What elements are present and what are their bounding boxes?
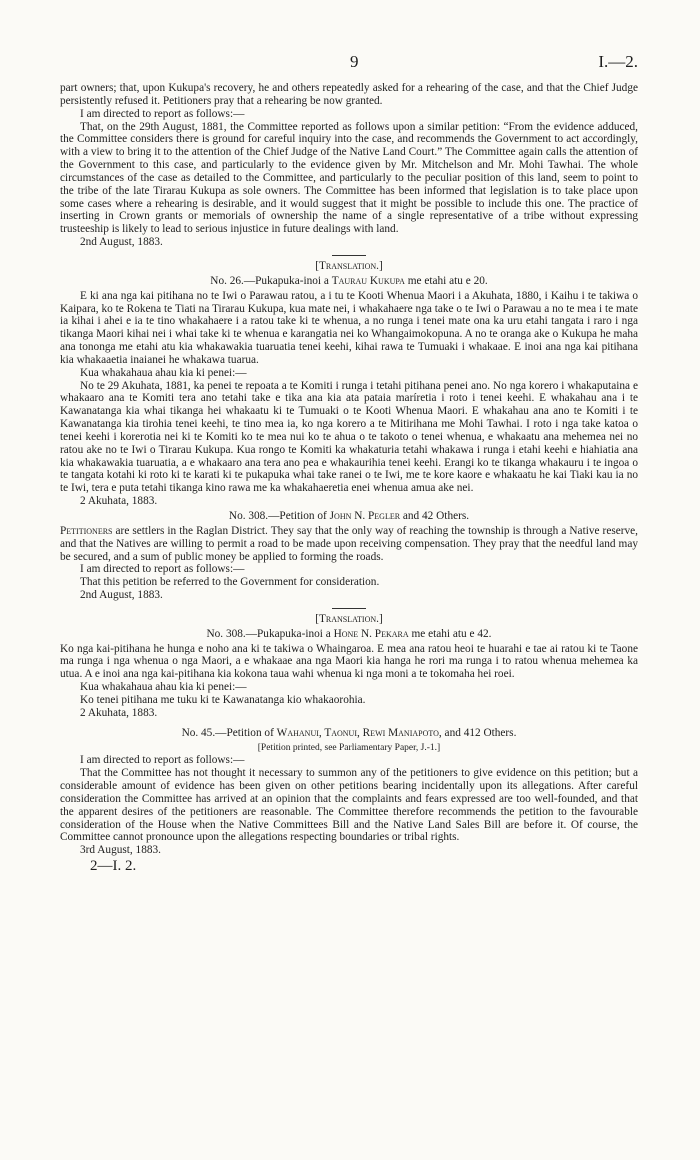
page-header bbox=[60, 52, 638, 72]
page-content bbox=[60, 82, 638, 873]
paper-reference: I.—2. bbox=[598, 52, 638, 71]
sec2-report: No te 29 Akuhata, 1881, ka penei te repoata a te Komiti i runga i tetahi pitihana penei ano. No nga korero i whakaputaina e whakaaro ana te Komiti tera ano tetahi take e tika ana kia ata pataia maríretia i roto i tenei keehi. E whakahau ana i te Kawanatanga kia whai tikanga hei whakaatu ki te Tumuaki o te Kooti Whenua Maori. E whakahau ana ano te Komiti i te Kawanatanga kia tirohia tenei keehi, te tino mea ia, ko nga korero a te Mitirihana me Mohi Tawhai. I roto i nga take katoa o tenei keehi i korerotia nei ki te Komiti ko te mea nui ko te ahua o te takoto o tenei whenua, e whakaatu ana mehemea nei no ratou ake no te Iwi o Tirarau Kukupa. Kua rongo te Komiti ka whakaturia tetahi whakawa i runga i etahi keehi e hiahiatia ana kia whakawakia tuaruatia, a e whakaaro ana tera ano pea e whakaurihia tenei keehi. Erangi ko te tikanga whakauru i te ingoa o te tangata kotahi ki roto ki te karati ki te pukapuka whai take ranei o te Iwi, me te kore kaore e whakaatu he kai Tiaki kau ia no te Iwi, tera e puta tetahi tikanga kino rawa me ka whakahaeretia enei whenua amua ake nei. bbox=[60, 379, 638, 495]
sec4-directed: Kua whakahaua ahau kia ki penei:— bbox=[80, 681, 247, 694]
divider bbox=[332, 608, 366, 609]
sec4-translation-label: [Translation.] bbox=[315, 612, 383, 625]
sec3-report: That this petition be referred to the Government for consideration. bbox=[80, 576, 380, 589]
sec3-heading: No. 308.—Petition of John N. Pegler and 42 Others. bbox=[228, 510, 470, 522]
sec1-report: That, on the 29th August, 1881, the Committee reported as follows upon a similar petition: “From the evidence adduced, the Committee considers there is ground for careful inquiry into the case, and recommends the Government to act accordingly, with a view to bring it to the attention of the Chief Judge of the Native Land Court.” The Committee again calls the attention of the Government to this case, and particularly to the evidence given by Mr. Mitchelson and Mr. Mohi Tawhai. The whole circumstances of the case as detailed to the Committee, and particularly to the peculiar position of this land, seem to point to the tribe of the late Tirarau Kukupa as sole owners. The Committee has been informed that legislation is to take place upon some cases where a rehearing is desirable, and it would suggest that it might be possible to include this one. The practice of inserting in Crown grants or memorials of ownership the name of a single representative of a tribe without expressing trusteeship is likely to lead to serious injustice in future dealings with land. bbox=[60, 120, 638, 236]
sec5-note: [Petition printed, see Parliamentary Paper, J.-1.] bbox=[257, 742, 441, 753]
sec5-date: 3rd August, 1883. bbox=[80, 844, 161, 857]
sec4-heading: No. 308.—Pukapuka-inoi a Hone N. Pekara me etahi atu e 42. bbox=[206, 627, 492, 640]
sec2-heading: No. 26.—Pukapuka-inoi a Taurau Kukupa me etahi atu e 20. bbox=[210, 274, 488, 287]
divider bbox=[332, 255, 366, 256]
sec1-directed: I am directed to report as follows:— bbox=[80, 107, 245, 120]
sec1-date: 2nd August, 1883. bbox=[80, 236, 163, 249]
sec2-translation-label: [Translation.] bbox=[315, 259, 383, 272]
sec3-directed: I am directed to report as follows:— bbox=[80, 563, 245, 576]
sec4-date: 2 Akuhata, 1883. bbox=[80, 706, 158, 719]
sec5-report: That the Committee has not thought it necessary to summon any of the petitioners to give evidence on this petition; but a considerable amount of evidence has been given on other petitions bearing incidentally upon its allegations. After careful consideration the Committee has arrived at an opinion that the complaints and fears expressed are too well-founded, and that the apparent desires of the petitioners are reasonable. The Committee therefore recommends the petition to the favourable consideration of the House when the Native Committees Bill and the Native Land Sales Bill are before it. Of course, the Committee cannot pronounce upon the allegations respecting boundaries or tribal rights. bbox=[60, 767, 638, 844]
sec3-body: Petitioners are settlers in the Raglan District. They say that the only way of reaching the township is through a Native reserve, and that the Natives are willing to permit a road to be made upon receiving compensation. They pray that the needful land may be secured, and a sum of public money be applied to forming the roads. bbox=[60, 524, 638, 563]
sec4-report: Ko tenei pitihana me tuku ki te Kawanatanga kio whakaorohia. bbox=[80, 693, 366, 706]
sec1-intro: part owners; that, upon Kukupa's recovery, he and others repeatedly asked for a rehearing of the case, and that the Chief Judge persistently refused it. Petitioners pray that a rehearing be now granted. bbox=[60, 82, 638, 107]
sec2-body: E ki ana nga kai pitihana no te Iwi o Parawau ratou, a i tu te Kooti Whenua Maori i a Akuhata, 1880, i Kaihu i te takiwa o Kaipara, ko te Rokena te Tiati na Tirarau Kukupa, kua mate nei, i whakahaere nga take o te Iwi o Parawau a no te mea i te mate ia kihai i ahei e ia te tino whakahaere i a ratou take ki te whenua, a no runga i tenei mate ona ka uru etahi tangata i raro i nga tikanga Maori kihai nei i whai take ki te whenua e karangatia nei ko Whangaimokopuna. A no te oranga ake o Kukupa he maha ana tononga me etahi atu kia whakawakia tuaruatia tenei keehi, kihai rawa te Tumuaki i whakaae. E inoi ana nga kai pitihana kia whakaaetia inaianei he whakawa tuarua. bbox=[60, 289, 638, 366]
page-number: 9 bbox=[350, 52, 359, 71]
sec2-directed: Kua whakahaua ahau kia ki penei:— bbox=[80, 366, 247, 379]
sec4-body: Ko nga kai-pitihana he hunga e noho ana ki te takiwa o Whaingaroa. E mea ana ratou heoi te huarahi e tae ai ratou ki te Taone ma runga i nga whenua o nga Maori, a e whakaae ana nga Maori kia hanga he rori ma runga i to ratou whenua mehemea ka utua. A e inoi ana nga kai-pitihana kia kokona taua wahi whenua ki nga moni a te tokomaha hei roei. bbox=[60, 642, 638, 681]
sec5-heading: No. 45.—Petition of Wahanui, Taonui, Rewi Maniapoto, and 412 Others. bbox=[181, 726, 517, 739]
sec3-date: 2nd August, 1883. bbox=[80, 589, 163, 602]
signature-mark: 2—I. 2. bbox=[90, 858, 137, 875]
sec5-directed: I am directed to report as follows:— bbox=[80, 754, 245, 767]
sec2-date: 2 Akuhata, 1883. bbox=[80, 495, 158, 508]
